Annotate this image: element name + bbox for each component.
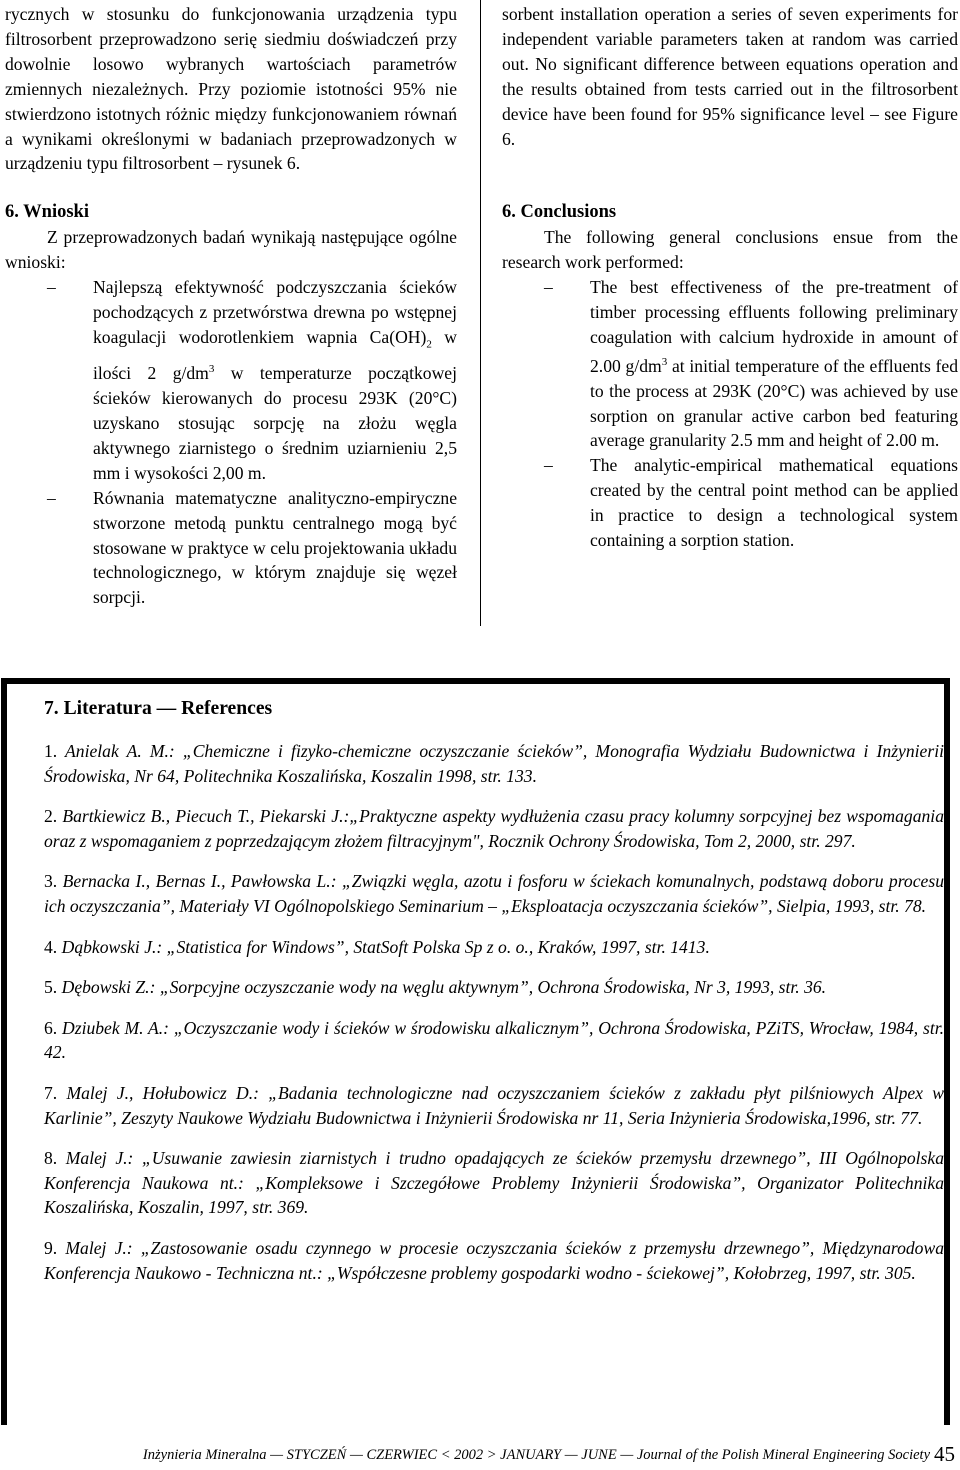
reference-item — [44, 1146, 944, 1220]
reference-item — [44, 1236, 944, 1285]
reference-item — [44, 804, 944, 853]
journal-footer: Inżynieria Mineralna — STYCZEŃ — CZERWIEC < 2002 > JANUARY — JUNE — Journal of the Polish Mineral Engineering Society — [142, 1447, 930, 1463]
reference-text: Dziubek M. A.: „Oczyszczanie wody i ścieków w środowisku alkalicznym”, Ochrona Środowiska, PZiTS, Wrocław, 1984, str. 42. — [44, 1017, 944, 1063]
list-item — [47, 275, 457, 486]
bullet-text: w temperaturze początkowej ścieków kierowanych do procesu 293K (20°C) uzyskano stosując sorpcję na złożu węgla aktywnego ziarnistego o średnim uziarnieniu 2,5 mm i wysokości 2,00 m. — [93, 363, 457, 483]
reference-text: Dąbkowski J.: „Statistica for Windows”, StatSoft Polska Sp z o. o., Kraków, 1997, str. 1413. — [61, 936, 710, 957]
bullet-text: The best effectiveness of the pre-treatment of timber processing effluents following preliminary coagulation with calcium hydroxide in amount of 2.00 g/dm — [590, 277, 958, 376]
left-intro-paragraph: rycznych w stosunku do funkcjonowania urządzenia typu filtrosorbent przeprowadzono serię siedmiu doświadczeń przy dowolnie losowo wybranych wartościach parametrów zmiennych niezależnych. Przy poziomie istotności 95% nie stwierdzono istotnych różnic między funkcjonowaniem równań a wynikami określonymi w badaniach przeprowadzonych w urządzeniu typu filtrosorbent – rysunek 6. — [5, 4, 457, 174]
bullet-text: Najlepszą efektywność podczyszczania ścieków pochodzących z przetwórstwa drewna po wstępnej koagulacji wodorotlenkiem wapnia Ca(OH) — [93, 277, 457, 347]
right-lead-paragraph: The following general conclusions ensue from the research work performed: — [502, 227, 958, 273]
right-column — [502, 2, 958, 553]
list-item — [544, 453, 958, 553]
page-number: 45 — [934, 1442, 955, 1466]
reference-text: Bartkiewicz B., Piecuch T., Piekarski J.:„Praktyczne aspekty wydłużenia czasu pracy kolumny sorpcyjnej bez wspomagania oraz z wspomaganiem z poprzedzającym złożem filtracyjnym", Rocznik Ochrony Środowiska, Tom 2, 2000, str. 297. — [44, 806, 944, 851]
bullet-text: Równania matematyczne analityczno-empiryczne stworzone metodą punktu centralnego mogą być stosowane w praktyce w celu projektowania układu technologicznego, w którym znajduje się węzeł sorpcji. — [93, 487, 457, 608]
reference-text: Malej J., Hołubowicz D.: „Badania technologiczne nad oczyszczaniem ścieków z zakładu płyt pilśniowych Alpex w Karlinie”, Zeszyty Naukowe Wydziału Budownictwa i Inżynierii Środowiska nr 11, Seria Inżynieria Środowiska,1996, str. 77. — [44, 1082, 944, 1128]
bullet-text: at initial temperature of the effluents fed to the process at 293K (20°C) was achieved by use sorption on granular active carbon bed featuring average granularity 2.5 mm and height of 2.00 m. — [590, 355, 958, 451]
reference-item — [44, 1016, 944, 1065]
reference-number: 2. — [44, 806, 58, 827]
reference-number: 5. — [44, 977, 58, 998]
conclusions-heading-en: 6. Conclusions — [502, 202, 617, 223]
reference-number: 7. — [44, 1082, 58, 1103]
reference-item — [44, 935, 944, 960]
superscript: 3 — [661, 355, 668, 368]
list-item — [47, 486, 457, 611]
list-item — [544, 275, 958, 453]
subscript: 2 — [426, 338, 432, 351]
reference-text: Dębowski Z.: „Sorpcyjne oczyszczanie wody na węglu aktywnym”, Ochrona Środowiska, Nr 3, 1993, str. 36. — [61, 977, 827, 998]
left-conclusions-list — [5, 275, 457, 610]
reference-number: 4. — [44, 936, 58, 957]
references-heading: 7. Literatura — References — [44, 698, 273, 719]
right-intro-paragraph: sorbent installation operation a series of seven experiments for independent variable parameters taken at random was carried out. No significant difference between equations operation and the results obtained from tests carried out in the filtrosorbent device have been found for 95% significance level – see Figure 6. — [502, 4, 958, 149]
left-column — [5, 2, 457, 610]
reference-item — [44, 869, 944, 918]
reference-item — [44, 739, 944, 788]
left-lead-paragraph: Z przeprowadzonych badań wynikają następujące ogólne wnioski: — [5, 227, 457, 273]
superscript: 3 — [208, 363, 215, 376]
reference-number: 9. — [44, 1237, 58, 1258]
reference-text: Malej J.: „Zastosowanie osadu czynnego w procesie oczyszczania ścieków z przemysłu drzewnego”, Międzynarodowa Konferencja Naukowo - Techniczna nt.: „Współczesne problemy gospodarki wodno - ściekowej”, Kołobrzeg, 1997, str. 305. — [44, 1237, 944, 1283]
dash-bullet: – — [47, 277, 56, 298]
reference-text: Bernacka I., Bernas I., Pawłowska L.: „Związki węgla, azotu i fosforu w ściekach komunalnych, podstawą doboru procesu ich oczyszczania”, Materiały VI Ogólnopolskiego Seminarium – „Eksploatacja oczyszczania ścieków”, Sielpia, 1993, str. 78. — [44, 871, 944, 916]
column-divider — [480, 0, 481, 626]
bullet-text: w ilości 2 g/dm — [93, 326, 457, 384]
reference-number: 6. — [44, 1017, 58, 1038]
references-content — [44, 696, 944, 1301]
references-box — [1, 678, 950, 1425]
conclusions-heading-pl: 6. Wnioski — [5, 202, 89, 223]
reference-item — [44, 1081, 944, 1130]
dash-bullet: – — [47, 487, 56, 508]
reference-number: 8. — [44, 1148, 58, 1169]
reference-number: 3. — [44, 871, 58, 892]
dash-bullet: – — [544, 455, 553, 476]
reference-text: Anielak A. M.: „Chemiczne i fizyko-chemiczne oczyszczanie ścieków”, Monografia Wydziału Budownictwa i Inżynierii Środowiska, Nr 64, Politechnika Koszalińska, Koszalin 1998, str. 133. — [44, 741, 944, 786]
reference-number: 1. — [44, 741, 58, 761]
right-conclusions-list — [502, 275, 958, 553]
reference-item — [44, 975, 944, 1000]
dash-bullet: – — [544, 277, 553, 298]
reference-text: Malej J.: „Usuwanie zawiesin ziarnistych i trudno opadających ze ścieków przemysłu drzewnego”, III Ogólnopolska Konferencja Naukowa nt.: „Kompleksowe i Szczegółowe Problemy Inżynierii Środowiska”, Organizator Politechnika Koszalińska, Koszalin, 1997, str. 369. — [44, 1148, 944, 1218]
bullet-text: The analytic-empirical mathematical equations created by the central point method can be applied in practice to design a technological system containing a sorption station. — [590, 455, 958, 551]
references-list — [44, 739, 944, 1285]
